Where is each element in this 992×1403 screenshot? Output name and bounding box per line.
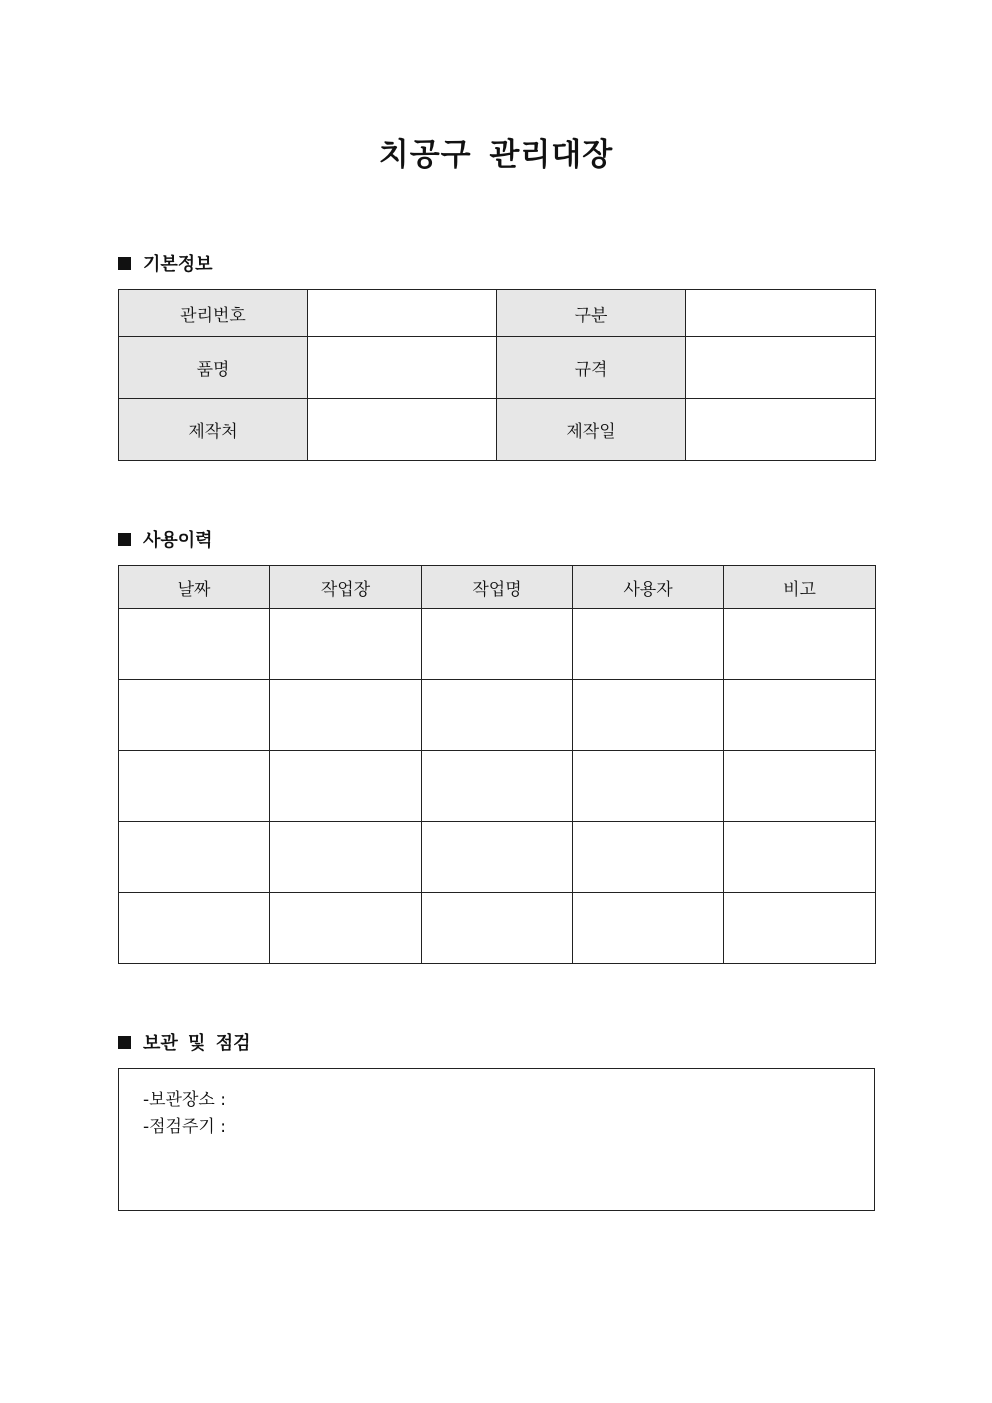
table-cell[interactable]: [573, 609, 724, 680]
section-heading-usage-history: [118, 529, 213, 553]
table-cell[interactable]: [573, 893, 724, 964]
column-header: 작업명: [422, 566, 573, 609]
column-header: 날짜: [119, 566, 270, 609]
table-row: [119, 399, 876, 461]
table-row: [119, 290, 876, 337]
table-cell[interactable]: [119, 609, 270, 680]
table-header-row: [119, 566, 876, 609]
table-cell[interactable]: [422, 680, 573, 751]
table-cell[interactable]: [119, 680, 270, 751]
value-cell-item-name[interactable]: [308, 337, 497, 399]
table-cell[interactable]: [119, 822, 270, 893]
table-cell[interactable]: [422, 751, 573, 822]
square-bullet-icon: [118, 257, 131, 270]
table-cell[interactable]: [270, 893, 422, 964]
inspection-cycle-line: -점검주기 :: [143, 1117, 226, 1137]
section-heading-text: 보관 및 점검: [143, 1033, 251, 1054]
table-cell[interactable]: [119, 893, 270, 964]
square-bullet-icon: [118, 1036, 131, 1049]
label-cell: 구분: [497, 290, 686, 337]
label-cell: 규격: [497, 337, 686, 399]
basic-info-table: [118, 289, 876, 461]
column-header: 작업장: [270, 566, 422, 609]
table-cell[interactable]: [573, 680, 724, 751]
storage-inspection-box[interactable]: [118, 1068, 875, 1211]
table-cell[interactable]: [724, 893, 876, 964]
table-row: [119, 609, 876, 680]
section-heading-text: 기본정보: [143, 254, 213, 275]
square-bullet-icon: [118, 533, 131, 546]
value-cell-management-number[interactable]: [308, 290, 497, 337]
table-cell[interactable]: [270, 609, 422, 680]
value-cell-specification[interactable]: [686, 337, 876, 399]
table-cell[interactable]: [724, 822, 876, 893]
label-cell: 관리번호: [119, 290, 308, 337]
column-header: 비고: [724, 566, 876, 609]
table-cell[interactable]: [724, 751, 876, 822]
label-cell: 품명: [119, 337, 308, 399]
column-header: 사용자: [573, 566, 724, 609]
value-cell-category[interactable]: [686, 290, 876, 337]
table-cell[interactable]: [270, 680, 422, 751]
table-cell[interactable]: [724, 609, 876, 680]
storage-location-line: -보관장소 :: [143, 1090, 226, 1110]
section-heading-text: 사용이력: [143, 530, 213, 551]
table-cell[interactable]: [573, 751, 724, 822]
table-cell[interactable]: [119, 751, 270, 822]
table-cell[interactable]: [270, 751, 422, 822]
table-cell[interactable]: [724, 680, 876, 751]
table-cell[interactable]: [270, 822, 422, 893]
table-row: [119, 893, 876, 964]
usage-history-table: [118, 565, 876, 964]
table-row: [119, 822, 876, 893]
value-cell-manufacture-date[interactable]: [686, 399, 876, 461]
table-row: [119, 751, 876, 822]
label-cell: 제작일: [497, 399, 686, 461]
page-title: 치공구 관리대장: [378, 137, 614, 173]
value-cell-manufacturer[interactable]: [308, 399, 497, 461]
table-row: [119, 337, 876, 399]
table-cell[interactable]: [422, 822, 573, 893]
table-cell[interactable]: [422, 609, 573, 680]
table-cell[interactable]: [422, 893, 573, 964]
label-cell: 제작처: [119, 399, 308, 461]
table-cell[interactable]: [573, 822, 724, 893]
section-heading-storage-inspection: [118, 1032, 250, 1056]
section-heading-basic-info: [118, 253, 213, 277]
table-row: [119, 680, 876, 751]
